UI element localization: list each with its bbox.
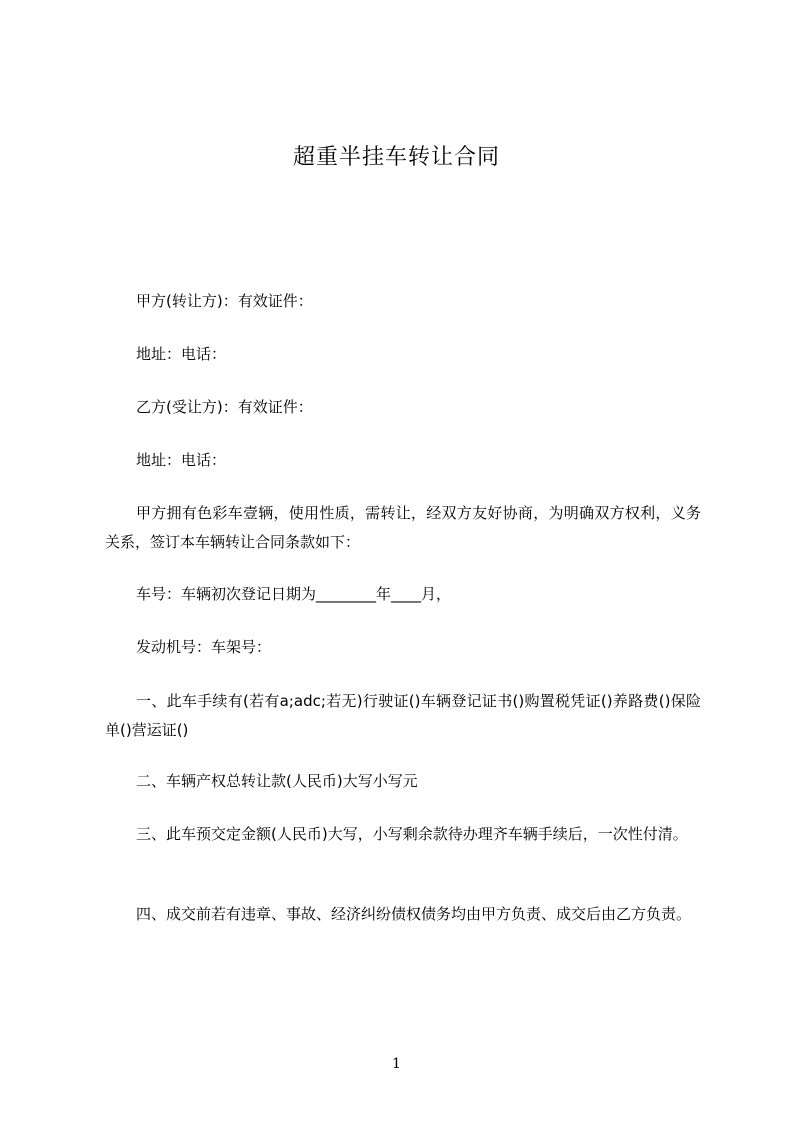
document-title: 超重半挂车转让合同 bbox=[292, 145, 500, 170]
clause-four: 四、成交前若有违章、事故、经济纠纷债权债务均由甲方负责、成交后由乙方负责。 bbox=[136, 905, 692, 923]
party-b-address-line: 地址：电话： bbox=[136, 451, 227, 469]
party-a-address-line: 地址：电话： bbox=[136, 345, 227, 363]
engine-number-line: 发动机号：车架号： bbox=[136, 638, 272, 656]
clause-three: 三、此车预交定金额(人民币)大写，小写剩余款待办理齐车辆手续后，一次性付清。 bbox=[136, 825, 688, 843]
party-b-line: 乙方(受让方)：有效证件： bbox=[136, 398, 313, 416]
party-a-line: 甲方(转让方)：有效证件： bbox=[136, 292, 313, 310]
page-number: 1 bbox=[392, 1056, 401, 1072]
clause-two: 二、车辆产权总转让款(人民币)大写小写元 bbox=[136, 772, 418, 790]
vehicle-number-line: 车号：车辆初次登记日期为________年____月， bbox=[136, 585, 452, 603]
clause-one: 一、此车手续有(若有a;adc;若无)行驶证()车辆登记证书()购置税凭证()养路费()保险单()营运证() bbox=[105, 692, 701, 739]
intro-paragraph: 甲方拥有色彩车壹辆，使用性质，需转让，经双方友好协商，为明确双方权利，义务关系，签订本车辆转让合同条款如下： bbox=[105, 504, 701, 551]
